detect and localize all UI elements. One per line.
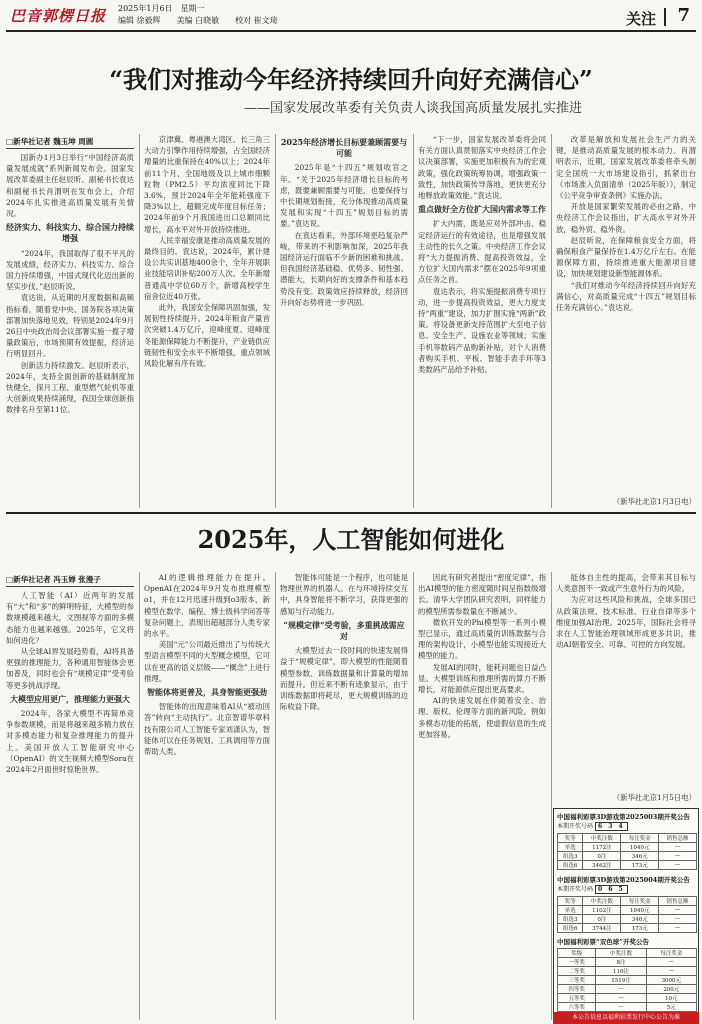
paragraph: 赵辰昕说，在保障粮食安全方面，将确保粮食产量保持在1.4万亿斤左右。在能源保障方面，持续推进重大能源项目建设，加快规划建设新型能源体系。: [556, 235, 696, 279]
paragraph: 大模型过去一段时间的快速发展得益于“规模定律”，即大模型的性能随着模型参数、训练数据量和计算量的增加而提升。但近来不断有迹象显示，由于训练数据即将耗尽，更大规模训练的边际收益下降。: [280, 646, 408, 712]
paragraph: 人民幸福安康是推动高质量发展的最终目的。袁达说，2024年，累计建设公共实训基地400余个，全年开展职业技能培训补贴200万人次。全年新增普通高中学位60万个，新增高校学生宿舍位近40万张。: [144, 235, 270, 301]
story1-byline: □新华社记者 魏玉坤 周圆: [6, 137, 94, 146]
editor-credits: 编辑 徐毅辉 美编 白晓敏 校对 崔文琦: [118, 16, 278, 25]
masthead: [6, 2, 696, 32]
table-cell: 3000元: [646, 976, 696, 985]
paragraph: 美国“元”公司最近推出了与传统大型语言模型不同的大型概念模型，它可以在更高的语义层级——“概念”上进行推理。: [144, 640, 270, 683]
story1-signoff: （新华社北京1月3日电）: [612, 497, 696, 506]
lottery-title: 中国福利彩票3D游戏第2025004期开奖公告: [557, 876, 690, 884]
table-cell: 组选3: [558, 915, 583, 924]
paragraph: 在袁达看来，外部环境更趋复杂严峻，带来的不利影响加深，2025年我国经济运行面临不少新的困难和挑战。但我国经济基础稳、优势多、韧性强、潜能大，长期向好的支撑条件和基本趋势没有变。政策效应持续释放，经济回升向好态势将进一步巩固。: [280, 230, 408, 307]
story1-column-2: [144, 134, 270, 508]
paragraph: 微软开发的Phi模型等一系列小模型已显示，通过高质量的训练数据与合理的架构设计，小模型也能实现接近大模型的能力。: [418, 617, 546, 661]
table-cell: 每注奖金: [621, 897, 659, 906]
section-title: 关注: [625, 10, 656, 28]
story2-column-5: [556, 572, 696, 792]
paragraph: 2024年，各家大模型不再简单竞争参数规模，而是将越来越多精力放在对多模态能力和复杂推理能力的提升上。美国开放人工智能研究中心（OpenAI）的文生视频大模型Sora在2024年2月面世时惊艳世界。: [6, 709, 134, 775]
column-divider: [551, 572, 552, 1020]
table-cell: 1040元: [621, 843, 659, 852]
story-separator: [6, 512, 696, 514]
table-cell: 0注: [583, 852, 621, 861]
story2-column-4: [418, 572, 546, 1020]
paragraph: 从全球AI界发展趋势看，AI将具备更强的推理能力，各种通用智能体会更加普及，同时也会有“规模定律”受考验等更多挑战浮现。: [6, 647, 134, 690]
paragraph: 此外，我国安全保障巩固加强，发展韧性持续提升。2024年粮食产量首次突破1.4万亿斤，迎峰度夏、迎峰度冬能源保障能力不断提升，产业链供应链韧性和安全水平不断增强，重点领域风险化解有序有效。: [144, 303, 270, 369]
paragraph: 因此有研究者提出“密度定律”，指出AI模型的能力密度随时间呈指数级增长。清华大学团队研究表明，同样能力的模型所需参数量在不断减少。: [418, 573, 546, 616]
column-divider: [139, 572, 140, 1020]
paragraph: AI的逻辑推理能力在提升。OpenAI在2024年9月发布推理模型o1，并在12月迅速升级到o3版本，新模型在数学、编程、博士级科学问答等复杂问题上，表现出超越部分人类专家的水平。: [144, 573, 270, 639]
story1-column-5: [556, 134, 696, 496]
table-cell: 346元: [621, 852, 659, 861]
table-cell: 1040元: [621, 906, 659, 915]
table-cell: 每注奖金: [621, 834, 659, 843]
table-cell: —: [646, 967, 696, 976]
lottery-table: [557, 948, 697, 1012]
paragraph: 2025年是“十四五”规划收官之年。“关于2025年经济增长目标的考虑，既要兼顾需要与可能，也要保持与中长期规划衔接，充分体现推动高质量发展和实现“十四五”规划目标的需要。”袁达说。: [280, 163, 408, 229]
table-cell: —: [659, 852, 697, 861]
story1-column-1: [6, 152, 134, 508]
table-cell: 组选6: [558, 861, 583, 870]
table-cell: —: [659, 861, 697, 870]
story2-headline: 2025年，人工智能如何进化: [197, 525, 505, 554]
table-cell: 8注: [596, 958, 646, 967]
table-cell: 组选6: [558, 924, 583, 933]
table-cell: 奖等: [558, 897, 583, 906]
story1-headline: “我们对推动今年经济持续回升向好充满信心”: [109, 65, 593, 94]
table-cell: 单选: [558, 906, 583, 915]
table-cell: 173元: [621, 924, 659, 933]
paragraph: “2024年，我国取得了很不平凡的发展成绩，经济实力、科技实力、综合国力持续增强，中国式现代化迈出新的坚实步伐。”赵辰昕说。: [6, 248, 134, 292]
story1-column-4: [418, 134, 546, 508]
table-cell: 5元: [646, 1003, 696, 1012]
table-cell: 五等奖: [558, 994, 596, 1003]
page-number: 7: [677, 5, 690, 26]
table-cell: 中奖注数: [583, 897, 621, 906]
column-divider: [275, 134, 276, 508]
table-cell: 单选: [558, 843, 583, 852]
table-cell: 销售总额: [659, 834, 697, 843]
paragraph: 袁达说，从近期的月度数据和高频指标看，随着党中央、国务院各项决策部署加快落地见效，特别是2024年9月26日中央政治局会议部署实施一揽子增量政策后，市场预期有效提振，经济运行明显回升。: [6, 293, 134, 359]
table-cell: —: [596, 1003, 646, 1012]
paragraph: 袁达表示，将实施提振消费专项行动，进一步提高投资效益，更大力度支持“两重”建设，加力扩围实施“两新”政策。将设备更新支持范围扩大至电子信息、安全生产、设施农业等领域；实施手机等数码产品购新补贴，对个人消费者购买手机、平板、智能手表手环等3类数码产品给予补贴。: [418, 286, 546, 375]
paragraph: 智能体的出现意味着AI从“被动回答”转向“主动执行”。北京智谱华章科技有限公司人工智能专家刘潇认为，智能体可以在任务规划、工具调用等方面帮助人类。: [144, 702, 270, 757]
table-cell: —: [659, 915, 697, 924]
section-subhead: 大模型应用更广，推理能力更强大: [10, 693, 130, 704]
table-cell: 中奖注数: [583, 834, 621, 843]
lottery-table: [557, 896, 697, 933]
table-cell: 0注: [583, 915, 621, 924]
section-subhead: 经济实力、科技实力、综合国力持续增强: [6, 222, 134, 244]
table-cell: 1519注: [596, 976, 646, 985]
table-cell: 四等奖: [558, 985, 596, 994]
table-cell: 116注: [596, 967, 646, 976]
table-cell: 3744注: [583, 924, 621, 933]
story1-subheadline: ——国家发展改革委有关负责人谈我国高质量发展扎实推进: [243, 101, 582, 116]
table-cell: 1102注: [583, 906, 621, 915]
story2-column-3: [280, 572, 408, 1020]
table-cell: 173元: [621, 861, 659, 870]
table-cell: 每注奖金: [646, 949, 696, 958]
table-cell: 奖等: [558, 834, 583, 843]
newspaper-logo: 巴音郭楞日报: [10, 7, 107, 25]
table-cell: 一等奖: [558, 958, 596, 967]
draw-numbers: 0 6 5: [595, 885, 628, 894]
paragraph: 国新办1月3日举行“中国经济高质量发展成就”系列新闻发布会。国家发展改革委副主任赵辰昕、副秘书长袁达和副秘书长肖渭明在发布会上，介绍2024年扎实推进高质量发展有关情况。: [6, 153, 134, 219]
lottery-3d-results-1: [557, 812, 697, 870]
column-divider: [413, 134, 414, 508]
table-cell: —: [596, 994, 646, 1003]
story2-signoff: （新华社北京1月5日电）: [612, 793, 696, 802]
column-divider: [275, 572, 276, 1020]
table-cell: 销售总额: [659, 897, 697, 906]
section-subhead: “规模定律”受考验，多重挑战需应对: [283, 619, 405, 642]
table-cell: 中奖注数: [596, 949, 646, 958]
column-divider: [551, 134, 552, 508]
paragraph: 能体自主性的提高，会带来其目标与人类意图不一致或产生意外行为的风险。: [556, 573, 696, 594]
paragraph: 智能体可能是一个程序，也可能是物理世界的机器人。在与环境持续交互中，具身智能将不断学习，获得更强的感知与行动能力。: [280, 573, 408, 616]
lottery-double-color-results: [557, 937, 697, 1012]
table-cell: 10元: [646, 994, 696, 1003]
lottery-title: 中国福利彩票“双色球”开奖公告: [557, 938, 649, 946]
column-divider: [413, 572, 414, 1020]
paragraph: 京津冀、粤港澳大湾区、长三角三大动力引擎作用持续增强，占全国经济增量的比重保持在40%以上；2024年前11个月，全国地级及以上城市细颗粒物（PM2.5）平均浓度同比下降3.6%，预计2024年全年能耗强度下降3%以上，超额完成年度目标任务；2024年前9个月我国进出口总额同比增长，高水平对外开放持续推进。: [144, 135, 270, 234]
table-cell: 奖级: [558, 949, 596, 958]
section-subhead: 2025年经济增长目标要兼顾需要与可能: [280, 137, 408, 159]
table-cell: —: [659, 906, 697, 915]
byline-rule: [6, 148, 134, 149]
table-cell: 二等奖: [558, 967, 596, 976]
table-cell: —: [646, 958, 696, 967]
paragraph: 发展AI的同时，能耗问题也日益凸显。大模型训练和推理所需的算力不断增长，对能源供应提出更高要求。: [418, 662, 546, 695]
table-cell: 346元: [621, 915, 659, 924]
byline-rule: [6, 586, 134, 587]
section-subhead: 重点做好全方位扩大国内需求等工作: [418, 204, 546, 215]
story1-column-3: [280, 134, 408, 508]
section-divider: [664, 8, 666, 26]
paragraph: AI的快速发展在伴随着安全、治理、版权、伦理等方面的新风险。例如多模态功能的拓展，使虚假信息的生成更加容易。: [418, 696, 546, 739]
table-cell: 六等奖: [558, 1003, 596, 1012]
section-subhead: 智能体将更普及，具身智能更强劲: [147, 687, 267, 698]
table-cell: —: [659, 843, 697, 852]
lottery-table: [557, 833, 697, 870]
table-cell: —: [659, 924, 697, 933]
draw-numbers: 6 3 4: [595, 822, 628, 831]
paragraph: 创新活力持续激发。赵辰昕表示，2024年，支持全面创新的基础制度加快健全，探月工程、重型燃气轮机等重大创新成果持续涌现，我国全球创新指数排名升至第11位。: [6, 360, 134, 415]
paragraph: 人工智能（AI）近两年的发展有“大”和“多”的鲜明特征，大模型的参数规模越来越大，文图视等方面的多模态能力也越来越强。2025年，它又将如何进化？: [6, 591, 134, 645]
paragraph: “下一步，国家发展改革委将会同有关方面认真贯彻落实中央经济工作会议决策部署，实施更加积极有为的宏观政策，强化政策统筹协调，增强政策一致性，加快政策传导落地，更快更充分地释放政策效能。”袁达说。: [418, 135, 546, 201]
paragraph: 改革是解放和发展社会生产力的关键，是推动高质量发展的根本动力。肖渭明表示，近期，国家发展改革委将牵头制定全国统一大市场建设指引，抓紧出台《市场准入负面清单（2025年版）》，制定《公平竞争审查条例》实施办法。: [556, 135, 696, 201]
lottery-3d-results-2: [557, 875, 697, 933]
column-divider: [139, 134, 140, 508]
table-cell: 组选3: [558, 852, 583, 861]
paragraph: “我们对推动今年经济持续回升向好充满信心，对高质量完成“十四五”规划目标任务充满信心。”袁达说。: [556, 280, 696, 313]
paragraph: 开放是国家繁荣发展的必由之路。中央经济工作会议指出，扩大高水平对外开放，稳外贸、稳外资。: [556, 202, 696, 234]
table-cell: 三等奖: [558, 976, 596, 985]
lottery-footer-banner: 本公告信息以福利彩票发行中心公告为准: [553, 1012, 699, 1024]
lottery-results-box: [553, 808, 699, 1020]
story2-byline: □新华社记者 冯玉婵 张漫子: [6, 575, 101, 584]
paragraph: 扩大内需，既是应对外部冲击、稳定经济运行的有效途径，也是增强发展主动性的长久之策。中央经济工作会议将“大力提振消费、提高投资效益，全方位扩大国内需求”摆在2025年9项重点任务之首。: [418, 219, 546, 285]
table-cell: 3462注: [583, 861, 621, 870]
issue-date: 2025年1月6日 星期一: [118, 4, 205, 13]
story2-column-1: [6, 590, 134, 1020]
story2-column-2: [144, 572, 270, 1020]
draw-label: 本期开奖号码: [557, 886, 594, 893]
table-cell: 1172注: [583, 843, 621, 852]
paragraph: 为应对这些风险和挑战，全球多国已从政策法规、技术标准、行业自律等多个维度加强AI治理。2025年，国际社会将寻求在人工智能治理领域形成更多共识，推动AI朝着安全、可靠、可控的方向发展。: [556, 595, 696, 650]
lottery-title: 中国福利彩票3D游戏第2025003期开奖公告: [557, 813, 690, 821]
table-cell: 200元: [646, 985, 696, 994]
table-cell: —: [596, 985, 646, 994]
draw-label: 本期开奖号码: [557, 823, 594, 830]
